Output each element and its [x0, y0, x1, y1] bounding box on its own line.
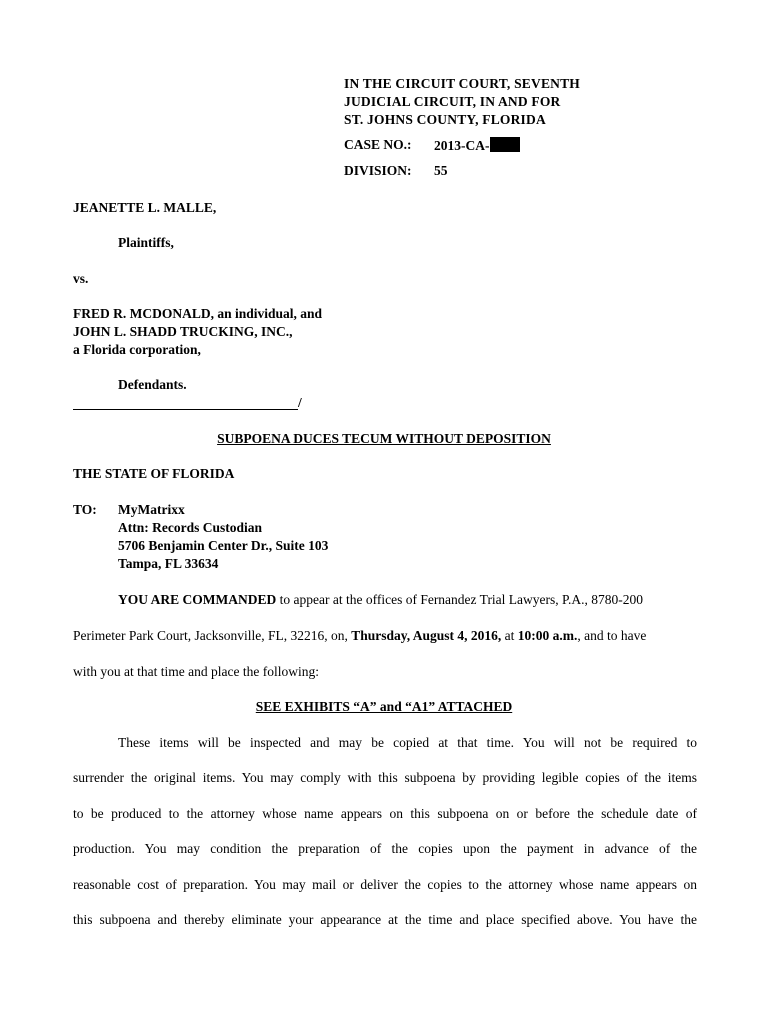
state-heading: THE STATE OF FLORIDA	[73, 466, 235, 481]
plaintiff-name: JEANETTE L. MALLE,	[73, 200, 217, 215]
recipient-attn: Attn: Records Custodian	[118, 520, 263, 535]
body-line-3: to be produced to the attorney whose name appears on this subpoena on or before the schedule date of	[73, 806, 697, 821]
command-text-2c: , and to have	[577, 628, 647, 643]
defendant-role: Defendants.	[118, 377, 187, 392]
court-name-line-3: ST. JOHNS COUNTY, FLORIDA	[344, 112, 546, 127]
body-line-4: production. You may condition the preparation of the copies upon the payment in advance of the	[73, 841, 697, 856]
versus: vs.	[73, 271, 89, 286]
command-text-2a: Perimeter Park Court, Jacksonville, FL, 32216, on,	[73, 628, 352, 643]
document-title: SUBPOENA DUCES TECUM WITHOUT DEPOSITION	[217, 431, 551, 446]
defendant-line-3: a Florida corporation,	[73, 342, 201, 357]
defendant-line-2: JOHN L. SHADD TRUCKING, INC.,	[73, 324, 293, 339]
division-label: DIVISION:	[344, 163, 412, 178]
recipient-city: Tampa, FL 33634	[118, 556, 219, 571]
caption-rule	[73, 409, 298, 410]
to-label: TO:	[73, 502, 97, 517]
appearance-time: 10:00 a.m.	[517, 628, 578, 643]
case-number-text: 2013-CA-	[434, 138, 490, 153]
recipient-name: MyMatrixx	[118, 502, 185, 517]
body-line-2: surrender the original items. You may comply with this subpoena by providing legible copies of the items	[73, 770, 697, 785]
court-name-line-1: IN THE CIRCUIT COURT, SEVENTH	[344, 76, 581, 91]
command-line-2	[73, 628, 646, 644]
exhibits-heading: SEE EXHIBITS “A” and “A1” ATTACHED	[255, 699, 513, 714]
case-number-value	[434, 137, 520, 154]
command-line-3: with you at that time and place the following:	[73, 664, 319, 679]
body-line-6: this subpoena and thereby eliminate your appearance at the time and place specified above. You have the	[73, 912, 697, 927]
appearance-date: Thursday, August 4, 2016,	[351, 628, 502, 643]
recipient-street: 5706 Benjamin Center Dr., Suite 103	[118, 538, 329, 553]
command-text-1: to appear at the offices of Fernandez Trial Lawyers, P.A., 8780-200	[276, 592, 644, 607]
body-line-1: These items will be inspected and may be copied at that time. You will not be required to	[118, 735, 697, 750]
case-number-label: CASE NO.:	[344, 137, 412, 152]
defendant-line-1: FRED R. MCDONALD, an individual, and	[73, 306, 323, 321]
body-line-5: reasonable cost of preparation. You may mail or deliver the copies to the attorney whose name appears on	[73, 877, 697, 892]
division-value: 55	[434, 163, 448, 178]
command-lead: YOU ARE COMMANDED	[118, 592, 277, 607]
redaction-block	[490, 137, 520, 152]
court-name-line-2: JUDICIAL CIRCUIT, IN AND FOR	[344, 94, 561, 109]
caption-slash: /	[298, 395, 302, 410]
command-line-1	[118, 592, 643, 608]
plaintiff-role: Plaintiffs,	[118, 235, 174, 250]
command-text-2b: at	[501, 628, 518, 643]
